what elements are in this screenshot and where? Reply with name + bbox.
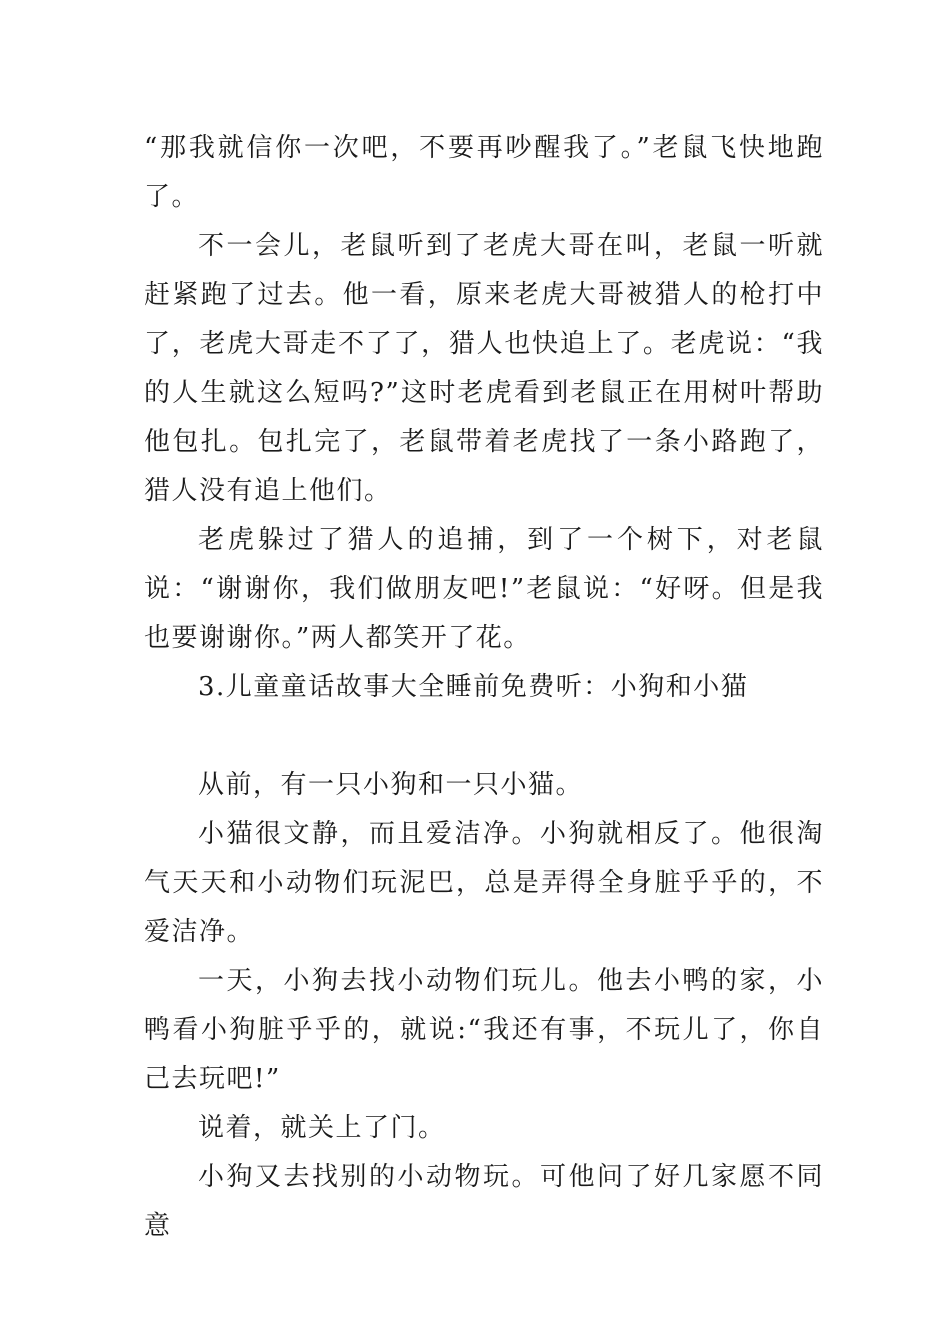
paragraph: 老虎躲过了猎人的追捕，到了一个树下，对老鼠说：“谢谢你，我们做朋友吧!”老鼠说：“好呀。但是我也要谢谢你。”两人都笑开了花。 <box>144 525 824 653</box>
paragraph: 一天，小狗去找小动物们玩儿。他去小鸭的家，小鸭看小狗脏乎乎的，就说:“我还有事，不玩儿了，你自己去玩吧!” <box>144 966 824 1094</box>
section-heading: 3.儿童童话故事大全睡前免费听：小狗和小猫 <box>198 672 749 702</box>
paragraph: 从前，有一只小狗和一只小猫。 <box>198 770 584 800</box>
blank-line <box>144 712 824 761</box>
paragraph: 不一会儿，老鼠听到了老虎大哥在叫，老鼠一听就赶紧跑了过去。他一看，原来老虎大哥被猎人的枪打中了，老虎大哥走不了了，猎人也快追上了。老虎说：“我的人生就这么短吗?”这时老虎看到老鼠正在用树叶帮助他包扎。包扎完了，老鼠带着老虎找了一条小路跑了，猎人没有追上他们。 <box>144 231 824 506</box>
paragraph: 小狗又去找别的小动物玩。可他问了好几家愿不同意 <box>144 1162 824 1241</box>
paragraph: “那我就信你一次吧，不要再吵醒我了。”老鼠飞快地跑了。 <box>144 133 824 212</box>
paragraph: 说着，就关上了门。 <box>198 1113 446 1143</box>
paragraph: 小猫很文静，而且爱洁净。小狗就相反了。他很淘气天天和小动物们玩泥巴，总是弄得全身脏乎乎的，不爱洁净。 <box>144 819 824 947</box>
document-body <box>144 124 824 1251</box>
